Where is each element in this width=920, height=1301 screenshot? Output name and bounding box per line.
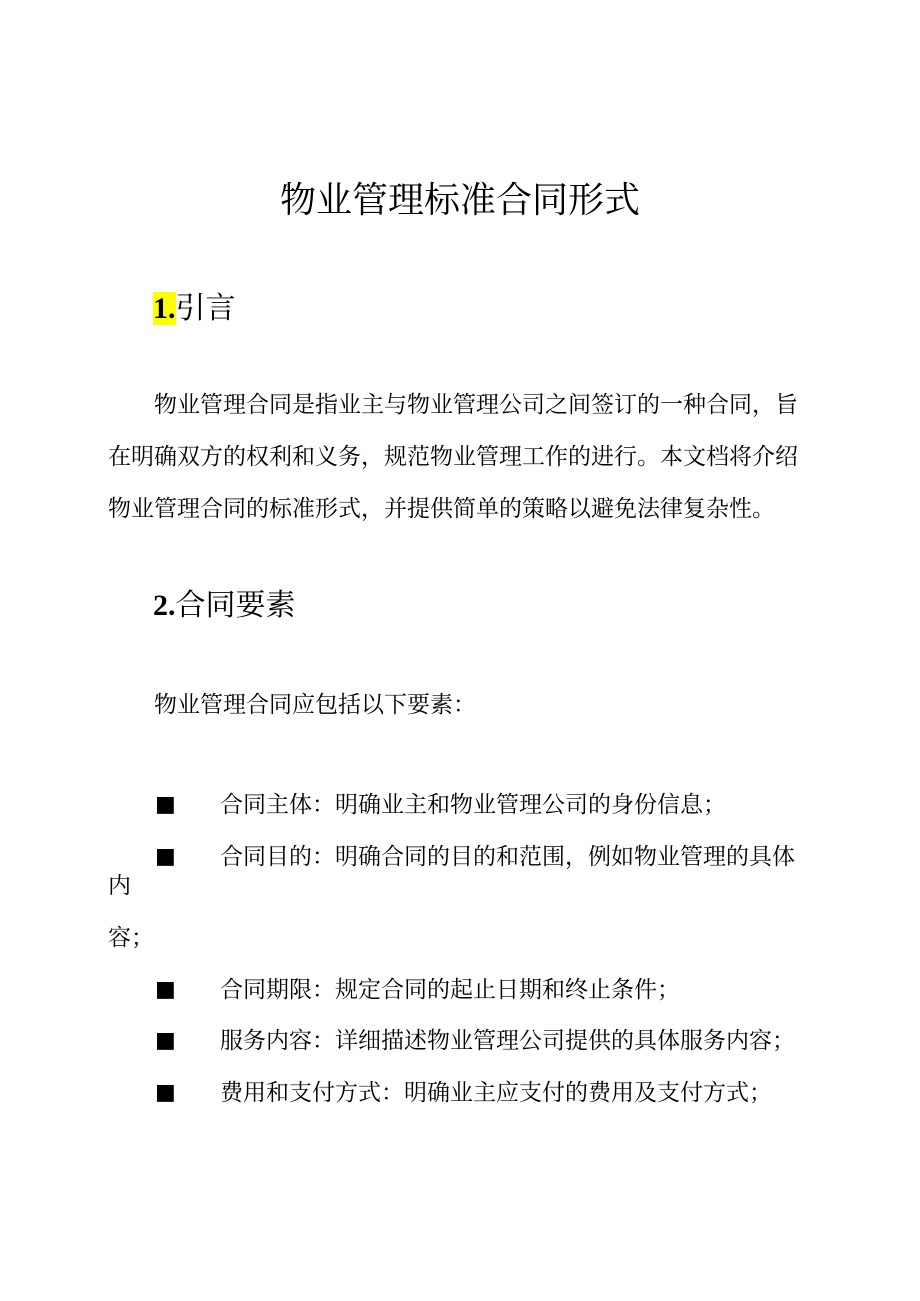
list-item-text: 合同主体：明确业主和物业管理公司的身份信息；: [220, 792, 726, 818]
document-title: 物业管理标准合同形式: [279, 180, 640, 221]
section-1-title: 引言: [175, 291, 236, 326]
square-bullet-icon: ■: [155, 1028, 176, 1053]
list-item-text: 费用和支付方式：明确业主应支付的费用及支付方式；: [220, 1080, 772, 1106]
section-1-heading: [153, 289, 236, 329]
section-2-title: 合同要素: [175, 588, 296, 623]
square-bullet-icon: ■: [155, 844, 176, 869]
section-1-number: 1.: [153, 292, 176, 325]
list-item-continuation: 内: [108, 873, 131, 899]
square-bullet-icon: ■: [155, 1080, 176, 1105]
paragraph-line: 物业管理合同的标准形式，并提供简单的策略以避免法律复杂性。: [108, 496, 775, 522]
intro-line: 物业管理合同应包括以下要素：: [154, 692, 476, 718]
paragraph-line: 物业管理合同是指业主与物业管理公司之间签订的一种合同，旨: [154, 392, 798, 418]
list-item-continuation: 容；: [108, 925, 154, 951]
section-2-intro: [108, 679, 808, 731]
square-bullet-icon: ■: [155, 792, 176, 817]
paragraph-line: 在明确双方的权利和义务，规范物业管理工作的进行。本文档将介绍: [108, 444, 798, 470]
section-2-heading: [153, 586, 296, 626]
section-2-number: 2.: [153, 589, 176, 622]
square-bullet-icon: ■: [155, 977, 176, 1002]
list-item-text: 服务内容：详细描述物业管理公司提供的具体服务内容；: [220, 1028, 795, 1054]
section-1-paragraph: [108, 379, 808, 535]
list-item-text: 合同期限：规定合同的起止日期和终止条件；: [220, 977, 680, 1003]
list-item-text: 合同目的：明确合同的目的和范围，例如物业管理的具体: [220, 844, 795, 870]
